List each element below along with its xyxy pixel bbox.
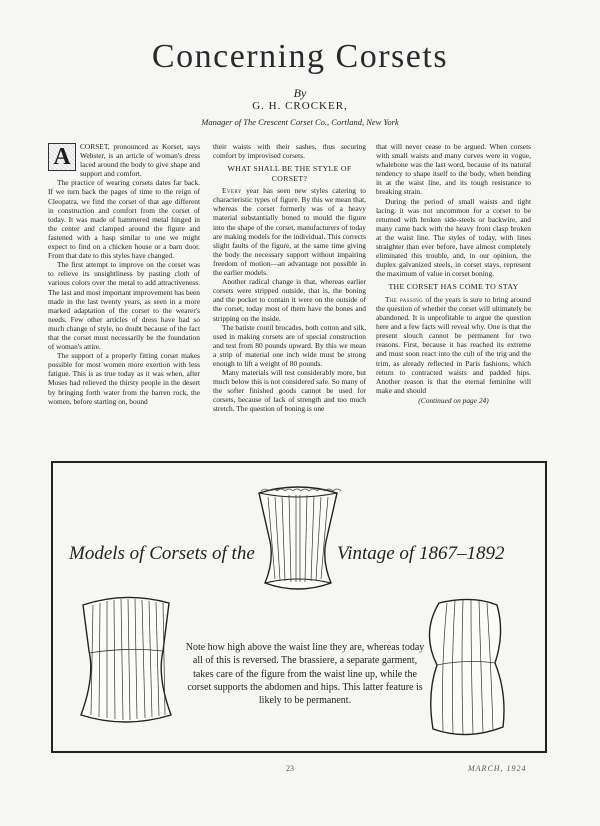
text-column-3: [376, 142, 531, 450]
corset-illustration-box: [51, 461, 547, 753]
figure-title-right: Vintage of 1867–1892: [337, 543, 505, 564]
article-title: Concerning Corsets: [151, 38, 449, 75]
author-name: G. H. CROCKER,: [252, 100, 348, 112]
drop-cap: A: [48, 143, 76, 171]
author-affiliation: Manager of The Crescent Corset Co., Cortland, New York: [201, 117, 399, 127]
paragraph: The passing of the years is sure to bring around the question of whether the corset will ultimately be abandoned. It is unprofitable to argue the question here and a few facts will reveal why. One is that the present slouch cannot be permanent for two reasons. First, because it has reached its extreme and must soon react into the cult of the trig and the trim, as already reflected in Paris fashions, which return to contracted waists and padded hips. Another reason is that the eternal feminine will make and should: [376, 294, 531, 395]
paragraph: The support of a properly fitting corset makes possible for most women more exertion with less fatigue. This is as true today as it was when, after Moses had relieved the thirsty people in the desert by bringing forth water from the barren rock, the women, before starting on, bound: [48, 351, 200, 406]
figure-title-left: Models of Corsets of the: [69, 543, 255, 564]
paragraph: their waists with their sashes, thus securing comfort by improvised corsets.: [213, 142, 366, 161]
corset-illustration-right: [413, 593, 513, 743]
paragraph: The first attempt to improve on the corset was to relieve its unsightliness by pasting cloth of various colors over the metal to add attractiveness. The last and most important improvement has been made in the last twenty years, as seen in a more marked adaptation of the corset to the wearer's needs. Few other articles of dress have had so much change of style, no doubt because of the fact that the corset must necessarily be the foundation of woman's attire.: [48, 260, 200, 352]
paragraph: Another radical change is that, whereas earlier corsets were stripped outside, that is, the boning and the pocket to contain it were on the outside of the corset, today most of them have the bones and stripping on the inside.: [213, 277, 366, 323]
issue-date: MARCH, 1924: [468, 764, 527, 773]
page-number: 23: [286, 764, 294, 773]
byline: By: [293, 86, 307, 100]
continued-note: (Continued on page 24): [418, 395, 489, 405]
text-column-2: [213, 142, 366, 450]
paragraph: During the period of small waists and tight lacing, it was not uncommon for a corset to be returned with broken side-steels or backwire, and many came back with the heavy front clasp broken at the waist line. The styles of today, with lines straighter than ever before, have almost completely eliminated this trouble, and, in our opinion, the duplex galvanized steels, in corset stays, represent the maximum of value in corset boning.: [376, 196, 531, 279]
text-column-1: [48, 142, 200, 450]
paragraph: Many materials will test considerably more, but much below this is not considered safe. So many of the softer finished goods cannot be used for corsets, because of lack of strength and too much stretch. The question of boning is one: [213, 368, 366, 414]
corset-illustration-left: [73, 591, 177, 731]
paragraph: Every year has seen new styles catering to characteristic types of figure. By this we mean that, whereas the corset formerly was of a heavy material substantially boned to mould the figure into the shape of the corset, manufacturers of today are making models for the individual. This corrects slight faults of the figure, at the same time giving the body the necessary support without impairing freedom of motion—an advantage not possible in the earlier models.: [213, 186, 366, 278]
paragraph: The practice of wearing corsets dates far back. If we turn back the pages of time to the reign of Cleopatra, we find the corset of that age different in construction and comfort from the corset of today. It was made of hammered metal hinged in the center and clamped around the figure and fastened with a hasp similar to one we might expect to find on a chicken house or a barn door. From that date to this styles have changed.: [48, 178, 200, 261]
section-heading: WHAT SHALL BE THE STYLE OF CORSET?: [227, 164, 352, 183]
corset-illustration-front: [251, 479, 345, 597]
paragraph: that will never cease to be argued. When corsets with small waists and many curves were in vogue, whalebone was the last word, because of its natural tendency to shape itself to the body, when bending in at the waist line, and its tough resistance to breaking strain.: [376, 142, 531, 197]
section-heading: THE CORSET HAS COME TO STAY: [388, 282, 519, 292]
paragraph: The batiste coutil brocades, both cotton and silk, used in making corsets are of special construction and test from 80 pounds upward. By this we mean a strip of material one inch wide must be strong enough to lift a weight of 80 pounds.: [213, 322, 366, 368]
figure-caption: Note how high above the waist line they are, whereas today all of this is reversed. The brassiere, a separate garment, takes care of the figure from the waist line up, while the corset supports the abdomen and hips. This latter feature is likely to be permanent.: [185, 642, 425, 707]
paragraph: A CORSET, pronounced as Korset, says Webster, is an article of woman's dress laced around the body to give shape and support and comfort.: [48, 142, 200, 178]
